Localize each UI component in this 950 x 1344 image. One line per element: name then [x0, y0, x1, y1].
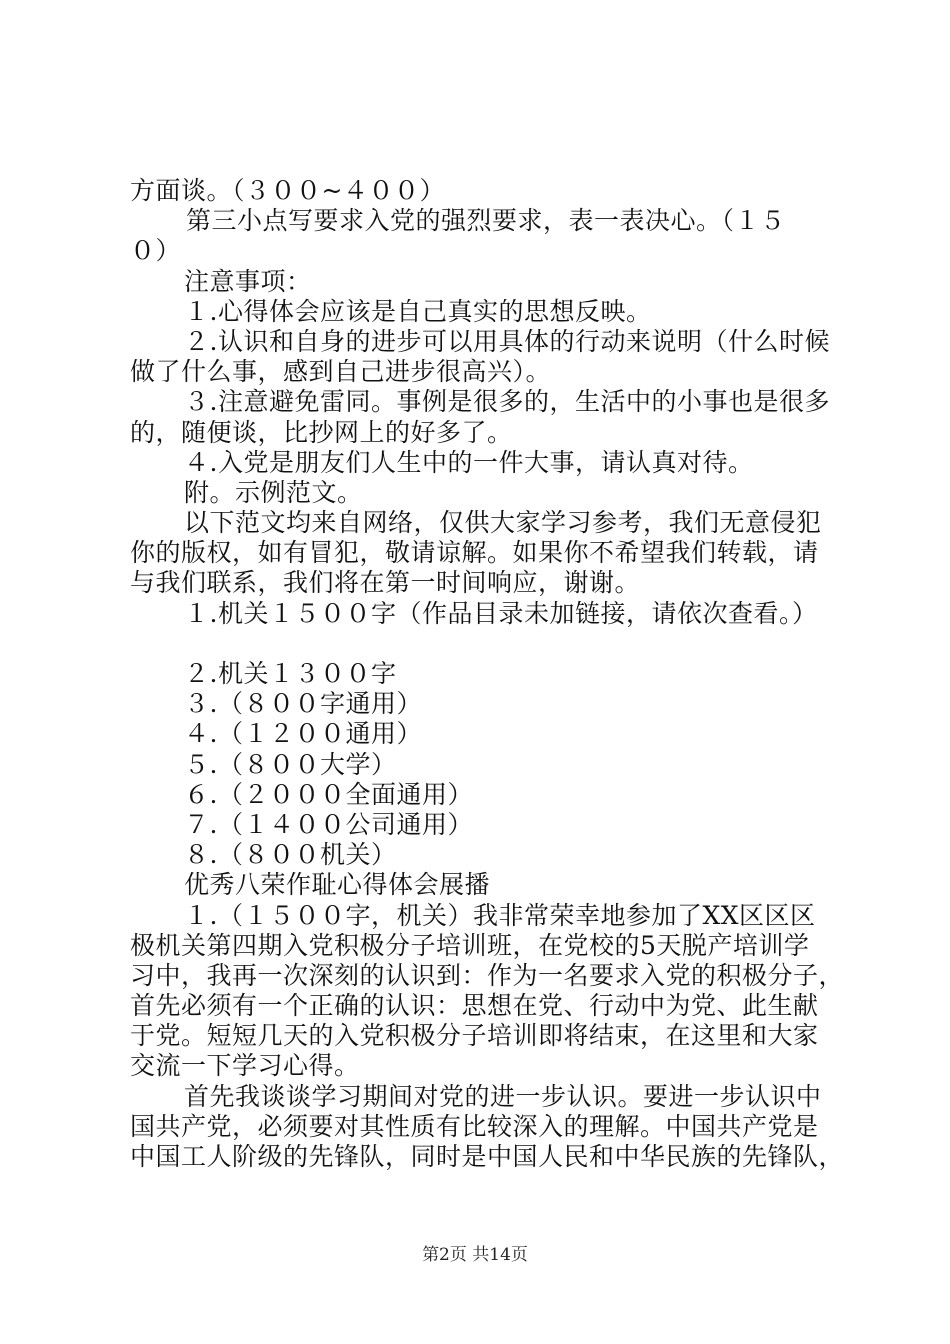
text-line: 交流一下学习心得。 — [130, 1051, 360, 1081]
text-line: 国共产党，必须要对其性质有比较深入的理解。中国共产党是 — [130, 1111, 819, 1141]
text-line: ０） — [130, 236, 182, 266]
document-body — [130, 176, 845, 1172]
page-number-footer: 第2页 共14页 — [422, 1245, 528, 1265]
list-item: １.心得体会应该是自己真实的思想反映。 — [184, 296, 652, 326]
text-line: 做了什么事，感到自己进步很高兴）。 — [130, 357, 552, 387]
section-heading: 注意事项： — [184, 266, 312, 296]
text-line: 第三小点写要求入党的强烈要求，表一表决心。（１５ — [186, 206, 786, 236]
text-line: 你的版权，如有冒犯，敬请谅解。如果你不希望我们转载，请 — [130, 538, 819, 568]
text-line: 于党。短短几天的入党积极分子培训即将结束，在这里和大家 — [130, 1021, 819, 1051]
blank-line — [130, 629, 830, 659]
list-item: ８.（８００机关） — [184, 840, 397, 870]
text-line: 首先我谈谈学习期间对党的进一步认识。要进一步认识中 — [184, 1081, 822, 1111]
list-item: ３.（８００字通用） — [184, 689, 422, 719]
text-line: 方面谈。（３００~４００） — [130, 176, 445, 205]
text-line: 习中，我再一次深刻的认识到：作为一名要求入党的积极分子， — [130, 960, 845, 990]
section-heading: 优秀八荣作耻心得体会展播 — [184, 870, 491, 900]
text-line: 极机关第四期入党积极分子培训班，在党校的5天脱产培训学 — [130, 930, 810, 960]
text-line: 以下范文均来自网络，仅供大家学习参考，我们无意侵犯 — [184, 508, 822, 538]
list-item: １.机关１５００字（作品目录未加链接，请依次查看。） — [184, 598, 818, 628]
list-item: ４.（１２００通用） — [184, 719, 422, 749]
text-line: 首先必须有一个正确的认识：思想在党、行动中为党、此生献 — [130, 991, 819, 1021]
text-line: 的，随便谈，比抄网上的好多了。 — [130, 417, 513, 447]
text-line: １.（１５００字，机关）我非常荣幸地参加了XX区区区 — [184, 900, 816, 930]
list-item: ２.认识和自身的进步可以用具体的行动来说明（什么时候 — [184, 326, 830, 356]
list-item: ４.入党是朋友们人生中的一件大事，请认真对待。 — [184, 447, 754, 477]
list-item: ６.（２０００全面通用） — [184, 779, 473, 809]
list-item: ５.（８００大学） — [184, 749, 397, 779]
text-line: 与我们联系，我们将在第一时间响应，谢谢。 — [130, 568, 641, 598]
list-item: ７.（１４００公司通用） — [184, 809, 473, 839]
list-item: ２.机关１３００字 — [184, 659, 397, 688]
list-item: ３.注意避免雷同。事例是很多的，生活中的小事也是很多 — [184, 387, 830, 417]
text-line: 中国工人阶级的先锋队，同时是中国人民和中华民族的先锋队， — [130, 1142, 845, 1171]
section-heading: 附。示例范文。 — [184, 477, 363, 507]
